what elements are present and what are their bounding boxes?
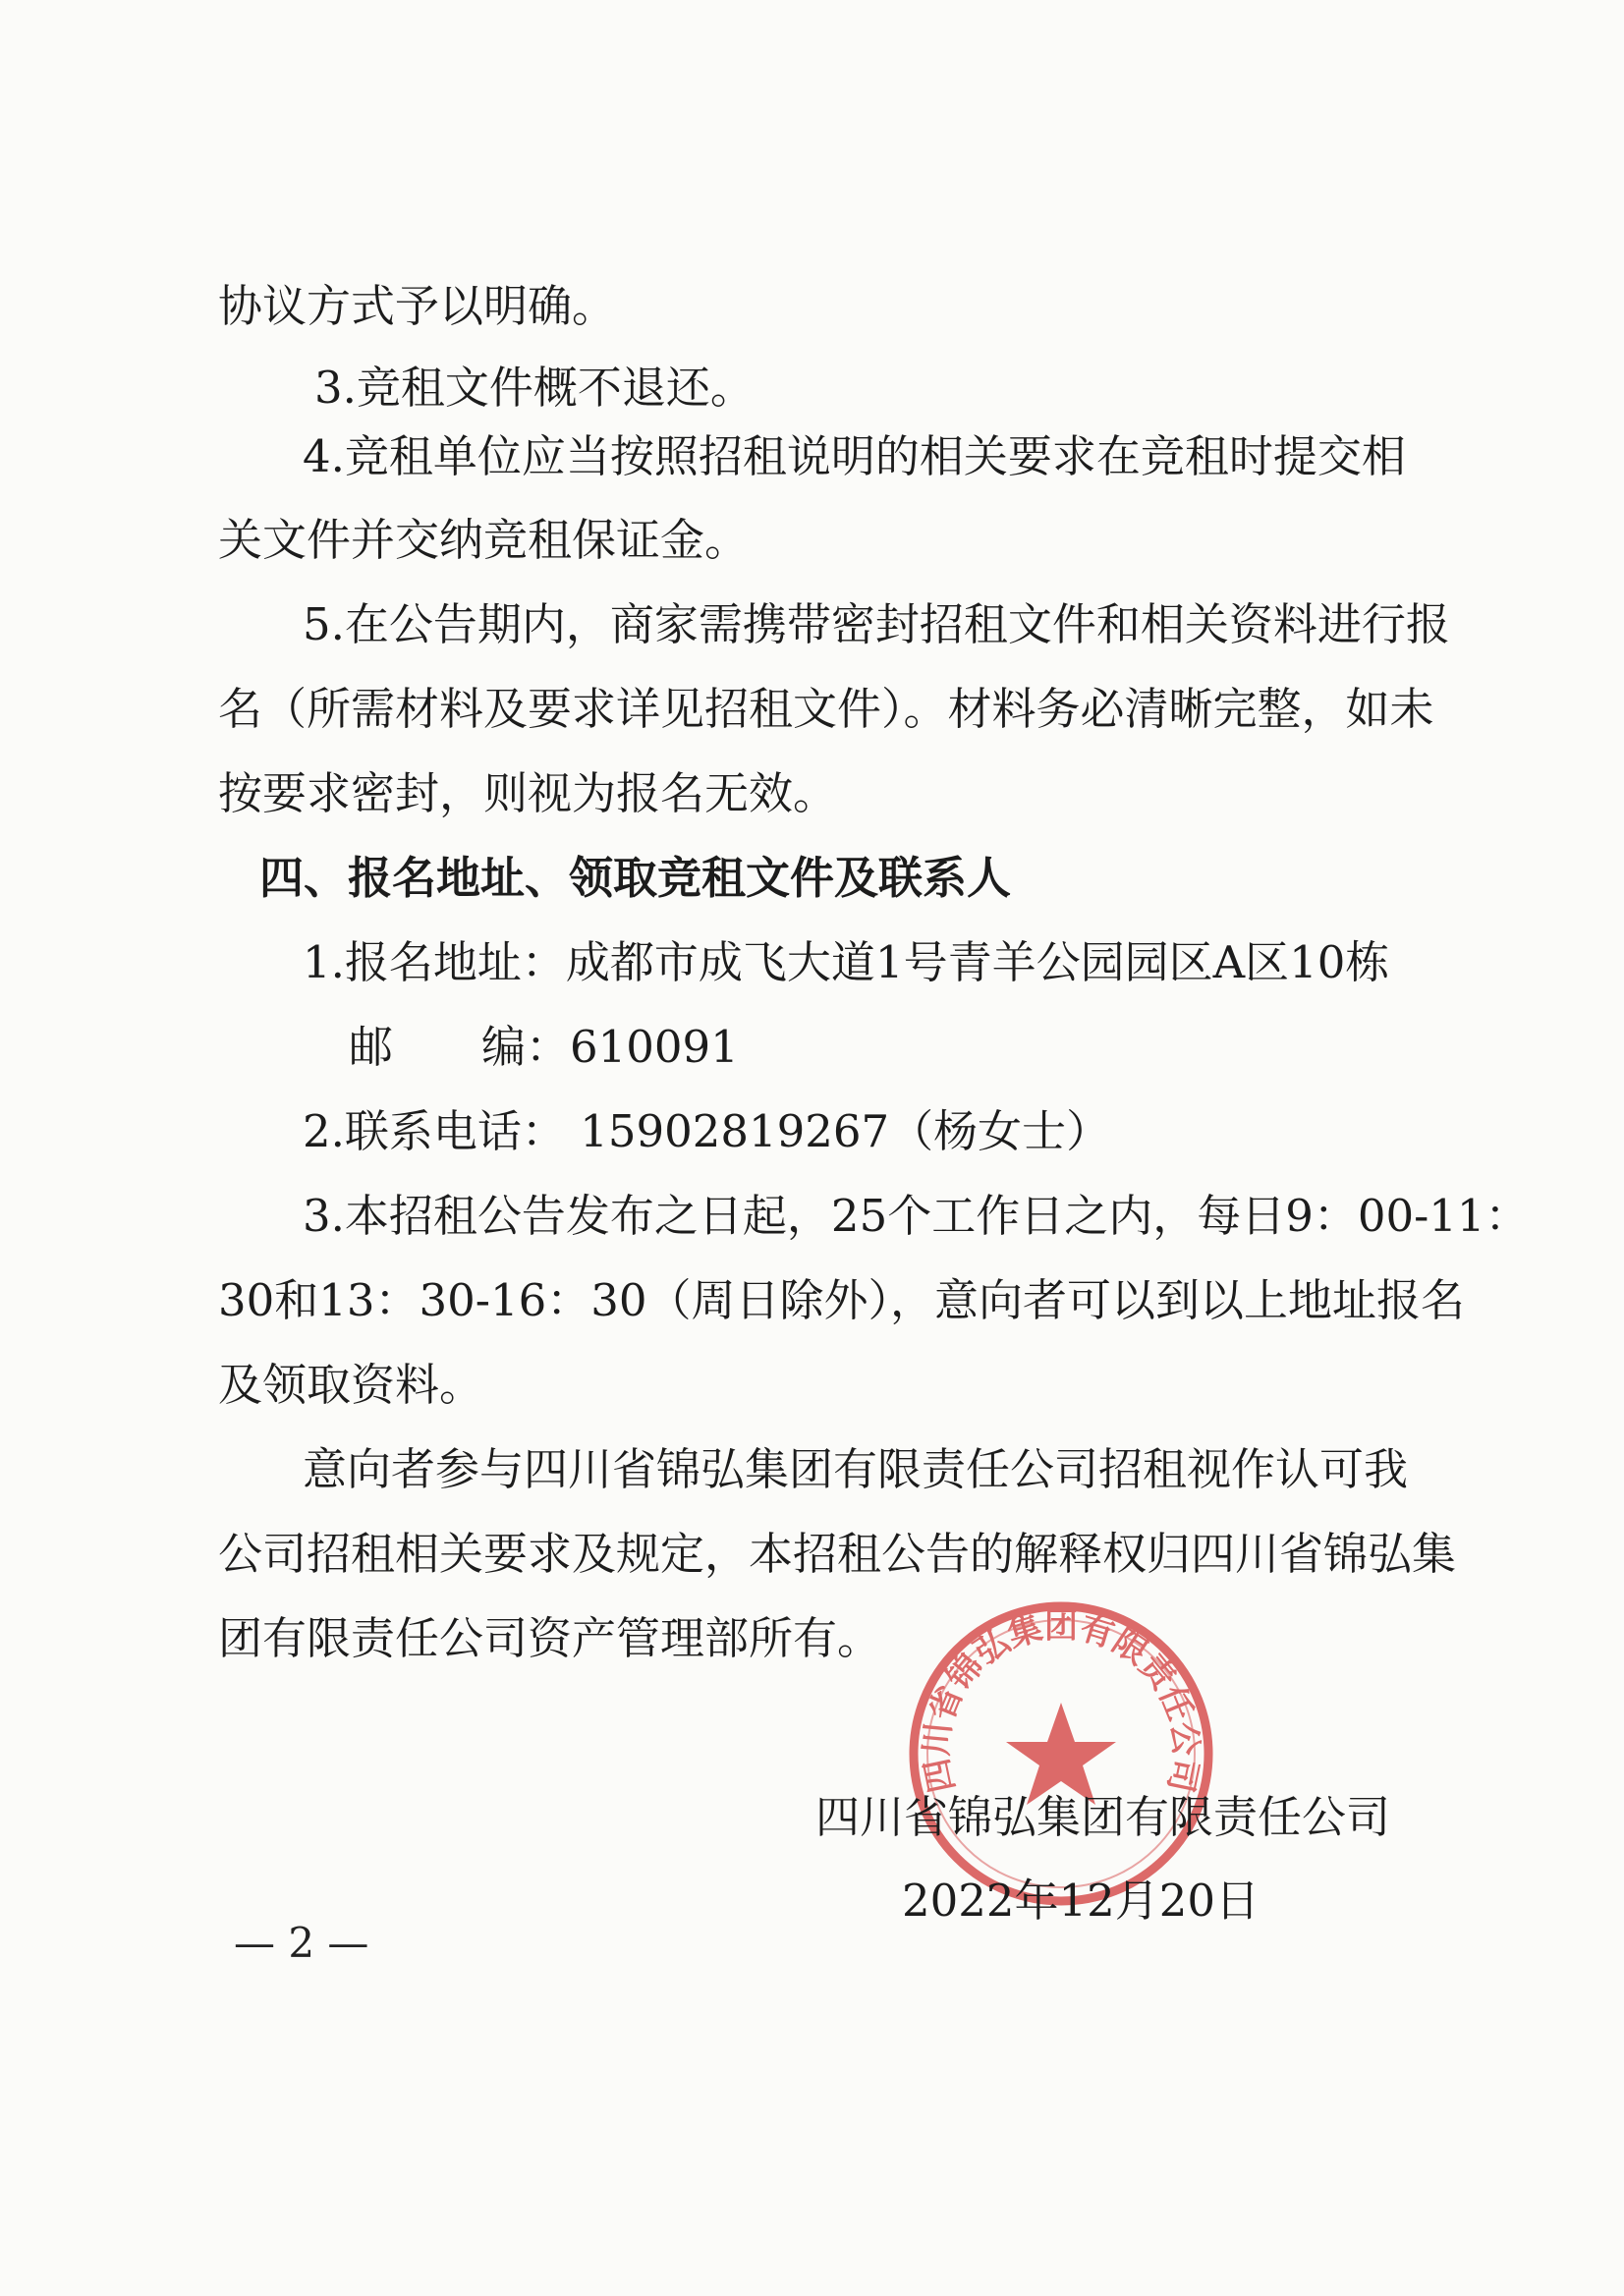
signature-company: 四川省锦弘集团有限责任公司 — [815, 1791, 1391, 1843]
postcode-line: 邮 编：610091 — [349, 1021, 739, 1073]
signature-date: 2022年12月20日 — [902, 1875, 1260, 1927]
company-seal-icon — [904, 1596, 1218, 1911]
body-line-6: 名（所需材料及要求详见招租文件）。材料务必清晰完整，如未 — [218, 683, 1434, 735]
time-line-2: 30和13：30-16：30（周日除外），意向者可以到以上地址报名 — [218, 1274, 1466, 1326]
closing-line-1: 意向者参与四川省锦弘集团有限责任公司招租视作认可我 — [303, 1443, 1409, 1495]
page-number: — 2 — — [234, 1919, 369, 1967]
body-line-1: 协议方式予以明确。 — [218, 280, 617, 332]
time-line-1: 3.本招租公告发布之日起，25个工作日之内，每日9：00-11： — [303, 1190, 1530, 1242]
phone-line: 2.联系电话： 15902819267（杨女士） — [303, 1105, 1111, 1157]
body-line-2: 3.竞租文件概不退还。 — [314, 362, 755, 414]
seal-text: 四川省锦弘集团有限责任公司 — [917, 1606, 1205, 1796]
body-line-7: 按要求密封，则视为报名无效。 — [218, 767, 838, 819]
body-line-5: 5.在公告期内，商家需携带密封招租文件和相关资料进行报 — [303, 598, 1450, 650]
closing-line-2: 公司招租相关要求及规定，本招租公告的解释权归四川省锦弘集 — [218, 1528, 1457, 1580]
time-line-3: 及领取资料。 — [218, 1359, 484, 1411]
body-line-4: 关文件并交纳竞租保证金。 — [218, 514, 750, 566]
closing-line-3: 团有限责任公司资产管理部所有。 — [218, 1612, 882, 1664]
body-line-3: 4.竞租单位应当按照招租说明的相关要求在竞租时提交相 — [303, 430, 1406, 482]
section-heading: 四、报名地址、领取竞租文件及联系人 — [259, 852, 1012, 904]
address-line: 1.报名地址：成都市成飞大道1号青羊公园园区A区10栋 — [303, 936, 1390, 988]
